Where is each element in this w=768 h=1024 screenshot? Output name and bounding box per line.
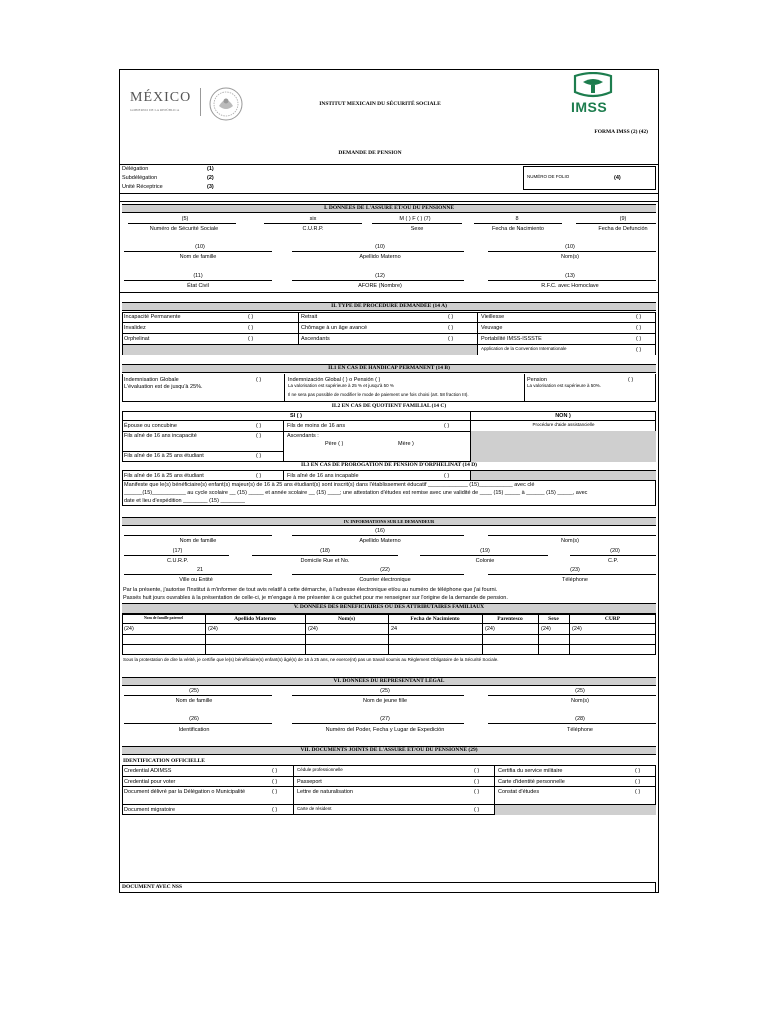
applicant-email-label: Courrier électronique	[359, 577, 411, 583]
applicant-cp-label: C.P.	[608, 558, 618, 564]
table-cell[interactable]: (24)	[124, 626, 134, 632]
valuation-over-50-note: La valorisation est supérieure à 50%.	[527, 383, 602, 388]
deathdate-value[interactable]: (9)	[619, 216, 627, 222]
orphanhood-checkbox[interactable]: ( )	[248, 336, 254, 342]
eagle-seal-icon	[208, 86, 244, 122]
delegation-ref: (1)	[207, 166, 214, 172]
table-cell[interactable]: (24)	[541, 626, 551, 632]
orphanhood-option[interactable]: Orphelinat	[124, 336, 150, 342]
section-vi-header: VI. DONNÉES DU REPRÉSENTANT LÉGAL	[122, 677, 656, 686]
old-age-unemployment-option[interactable]: Chômage à un âge avancé	[301, 325, 368, 331]
international-convention-option[interactable]: Application de la Convention Internationale	[481, 346, 567, 351]
birthdate-value[interactable]: 8	[515, 216, 519, 222]
doc-naturalization[interactable]: Lettre de naturalisation	[297, 789, 353, 795]
rfc-value[interactable]: (13)	[565, 273, 575, 279]
firstname-value[interactable]: (10)	[565, 244, 575, 250]
section-ii3-header: II.3 EN CAS DE PROROGATION DE PENSION D'ORPHELINAT (14 D)	[300, 462, 478, 468]
orphan-student-option[interactable]: Fils aîné de 16 à 25 ans étudiant	[124, 473, 204, 479]
col-header-birthdate: Fecha de Nacimiento	[410, 616, 460, 622]
portability-option[interactable]: Portabilité IMSS-ISSSTE	[481, 336, 542, 342]
doc-study-certificate-checkbox[interactable]: ( )	[635, 789, 641, 795]
doc-study-certificate[interactable]: Constat d'études	[498, 789, 540, 795]
doc-passport-checkbox[interactable]: ( )	[474, 779, 480, 785]
applicant-city-value[interactable]: 21	[196, 567, 204, 573]
table-cell[interactable]: 24	[391, 626, 398, 632]
applicant-phone-value[interactable]: (23)	[570, 567, 580, 573]
imss-eagle-icon	[571, 72, 615, 100]
afore-label: AFORE (Nombre)	[358, 283, 402, 289]
imss-logo	[568, 72, 618, 118]
doc-delegation-checkbox[interactable]: ( )	[272, 789, 278, 795]
orphan-incapable-option[interactable]: Fils aîné de 16 ans incapable	[287, 473, 359, 479]
applicant-maternal-value[interactable]: (16)	[375, 528, 385, 534]
rfc-label: R.F.C. avec Homoclave	[541, 283, 599, 289]
doc-military-service-checkbox[interactable]: ( )	[635, 768, 641, 774]
old-age-checkbox[interactable]: ( )	[636, 314, 642, 320]
father-checkbox[interactable]: Père ( )	[325, 441, 344, 447]
withdrawal-option[interactable]: Retrait	[301, 314, 318, 320]
beneficiaries-declaration: Sous la protestation de dire la vérité, je certifie que le(s) bénéficiaire(s) enfant(s) âgé(s) de 16 à 25 ans, ne exerce(nt) pas un travail soumis au Règlement Obligatoire de la Sécurité Sociale.	[123, 657, 499, 662]
deathdate-label: Fecha de Defunción	[598, 226, 648, 232]
mexico-logo	[130, 88, 250, 120]
orphan-student-checkbox[interactable]: ( )	[256, 473, 262, 479]
section-i-header: I. DONNÉES DE L'ASSURÉ ET/OU DU PENSIONNÉ	[122, 204, 656, 213]
nss-value[interactable]: (5)	[181, 216, 189, 222]
applicant-lastname-label: Nom de famille	[179, 538, 217, 544]
applicant-address-label: Domicile Rue et No.	[300, 558, 350, 564]
curp-value[interactable]: six	[309, 216, 317, 222]
student-declaration-line-1: Manifeste que le(s) bénéficiaire(s) enfant(s) majeur(s) de 16 à 25 ans étudiant(s) sont inscrit(s) dans l'établissement éducatif _____________ (15)___________ avec clé	[124, 482, 535, 488]
valuation-25-50-note: La valorisation est supérieure à 25 % et jusqu'à 50 %	[288, 383, 394, 388]
indemnity-or-pension-choice[interactable]: Indemnización Global ( ) o Pensión ( )	[288, 377, 381, 383]
doc-migratory[interactable]: Document migratoire	[124, 807, 176, 813]
lastname-label: Nom de famille	[179, 254, 217, 260]
ascendants-option[interactable]: Ascendants	[301, 336, 330, 342]
doc-military-service[interactable]: Certifia du service militaire	[498, 768, 563, 774]
applicant-maternal-label: Apellido Materno	[359, 538, 401, 544]
doc-identity-card-checkbox[interactable]: ( )	[635, 779, 641, 785]
table-cell[interactable]: (24)	[308, 626, 318, 632]
applicant-colony-label: Colonie	[475, 558, 495, 564]
doc-resident-card-checkbox[interactable]: ( )	[474, 807, 480, 813]
unit-ref: (3)	[207, 184, 214, 190]
col-header-maternal: Apellido Materno	[234, 616, 276, 622]
lastname-value[interactable]: (10)	[195, 244, 205, 250]
section-ii-header: II. TYPE DE PROCÉDURE DEMANDÉE (14 A)	[122, 302, 656, 311]
no-option[interactable]: NON )	[555, 413, 571, 419]
imss-wordmark: IMSS	[571, 99, 608, 115]
curp-label: C.U.R.P.	[302, 226, 324, 232]
subdelegation-label: Subdélégation	[122, 175, 158, 181]
spouse-option[interactable]: Épouse ou concubine	[124, 423, 177, 429]
applicant-firstname-label: Nom(s)	[560, 538, 580, 544]
section-ii1-header: II.1 EN CAS DE HANDICAP PERMANENT (14 B)	[122, 364, 656, 373]
authorization-text: Par la présente, j'autorise l'Institut à m'informer de tout avis relatif à cette démarche, à l'adresse électronique et/ou au numéro de téléphone que j'ai fourni.	[123, 587, 498, 593]
form-code: FORMA IMSS (2) (42)	[594, 129, 648, 135]
folio-ref: (4)	[614, 175, 621, 181]
col-header-lastname: Nom de famille paternel	[143, 616, 184, 620]
col-header-firstname: Nom(s)	[337, 616, 356, 622]
table-cell[interactable]: (24)	[572, 626, 582, 632]
applicant-email-value[interactable]: (22)	[380, 567, 390, 573]
pension-checkbox[interactable]: ( )	[628, 377, 634, 383]
institute-name: INSTITUT MEXICAIN DU SÉCURITÉ SOCIALE	[319, 101, 441, 107]
mexico-title: MÉXICO	[130, 90, 192, 105]
doc-voter-card-checkbox[interactable]: ( )	[272, 779, 278, 785]
rep-id-value[interactable]: (26)	[189, 716, 199, 722]
rep-lastname-value[interactable]: (25)	[189, 688, 199, 694]
unit-label: Unité Réceptrice	[122, 184, 163, 190]
rep-lastname-label: Nom de famille	[175, 698, 213, 704]
yes-option[interactable]: SI ( )	[290, 413, 302, 419]
rep-firstname-value[interactable]: (25)	[575, 688, 585, 694]
col-header-curp: CURP	[604, 616, 621, 622]
international-convention-checkbox[interactable]: ( )	[636, 347, 642, 353]
nss-label: Numéro de Sécurité Sociale	[149, 226, 219, 232]
doc-professional-id[interactable]: Cédule professionnelle	[297, 767, 343, 772]
ascendants-checkbox[interactable]: ( )	[448, 336, 454, 342]
incapacity-son-checkbox[interactable]: ( )	[256, 433, 262, 439]
applicant-colony-value[interactable]: (19)	[480, 548, 490, 554]
applicant-address-value[interactable]: (18)	[320, 548, 330, 554]
civil-status-value[interactable]: (11)	[193, 273, 203, 279]
mexico-subtitle: GOBIERNO DE LA REPÚBLICA	[130, 108, 180, 112]
minor-son-option[interactable]: Fils de moins de 16 ans	[287, 423, 346, 429]
invalidity-option[interactable]: Invalidez	[124, 325, 146, 331]
form-title: DEMANDE DE PENSION	[338, 150, 402, 156]
delegation-label: Délégation	[122, 166, 149, 172]
doc-migratory-checkbox[interactable]: ( )	[272, 807, 278, 813]
orphan-incapable-checkbox[interactable]: ( )	[444, 473, 450, 479]
applicant-curp-label: C.U.R.P.	[167, 558, 188, 564]
rep-firstname-label: Nom(s)	[570, 698, 590, 704]
applicant-city-label: Ville ou Entité	[179, 577, 213, 583]
maternal-name-value[interactable]: (10)	[375, 244, 385, 250]
student-declaration-line-2: ______(15)___________ au cycle scolaire __ (15) _____ et année scolaire __ (15) ____; une attestation d'études est remise avec une validité de ____ (15) _____ à ______ (15) _____, avec	[124, 490, 588, 496]
withdrawal-checkbox[interactable]: ( )	[448, 314, 454, 320]
doc-adimss[interactable]: Credential ADIMSS	[124, 768, 172, 774]
document-with-nss: DOCUMENT AVEC NSS	[122, 884, 183, 890]
doc-professional-id-checkbox[interactable]: ( )	[474, 768, 480, 774]
section-v-header: V. DONNÉES DES BÉNÉFICIAIRES OU DES ATTRIBUTAIRES FAMILIAUX	[122, 603, 656, 614]
applicant-phone-label: Téléphone	[562, 577, 588, 583]
doc-naturalization-checkbox[interactable]: ( )	[474, 789, 480, 795]
portability-checkbox[interactable]: ( )	[636, 336, 642, 342]
spouse-checkbox[interactable]: ( )	[256, 423, 262, 429]
widowhood-checkbox[interactable]: ( )	[636, 325, 642, 331]
doc-delegation[interactable]: Document délivré par la Délégation o Municipalité	[124, 789, 246, 795]
rep-power-label: Numéro del Poder, Fecha y Lugar de Expedición	[325, 727, 445, 733]
widowhood-option[interactable]: Veuvage	[481, 325, 503, 331]
student-son-checkbox[interactable]: ( )	[256, 453, 262, 459]
afore-value[interactable]: (12)	[375, 273, 385, 279]
doc-identity-card[interactable]: Carte d'identité personnelle	[498, 779, 565, 785]
old-age-unemployment-checkbox[interactable]: ( )	[448, 325, 454, 331]
applicant-cp-value[interactable]: (20)	[610, 548, 620, 554]
incapacity-son-option[interactable]: Fils aîné de 16 ans incapacité	[124, 433, 197, 439]
doc-voter-card[interactable]: Credential pour voter	[124, 779, 176, 785]
rep-phone-label: Téléphone	[567, 727, 593, 733]
pension-label: Pension	[527, 377, 547, 383]
sex-label: Sexe	[410, 226, 424, 232]
doc-resident-card[interactable]: Carte de résident	[297, 806, 332, 811]
rep-maiden-label: Nom de jeune fille	[362, 698, 408, 704]
old-age-option[interactable]: Vieillesse	[481, 314, 505, 320]
table-cell[interactable]: (24)	[208, 626, 218, 632]
section-vii-header: VII. DOCUMENTS JOINTS DE L'ASSURÉ ET/OU DU PENSIONNÉ (29)	[122, 746, 656, 755]
incapacity-checkbox[interactable]: ( )	[248, 314, 254, 320]
invalidity-checkbox[interactable]: ( )	[248, 325, 254, 331]
maternal-name-label: Apellido Materno	[359, 254, 401, 260]
birthdate-label: Fecha de Nacimiento	[492, 226, 544, 232]
civil-status-label: État Civil	[187, 283, 209, 289]
doc-passport[interactable]: Passeport	[297, 779, 322, 785]
applicant-curp-value[interactable]: (17)	[172, 548, 183, 554]
rep-phone-value[interactable]: (28)	[575, 716, 585, 722]
student-son-option[interactable]: Fils aîné de 16 à 25 ans étudiant	[124, 453, 204, 459]
section-ii2-header: II.2 EN CAS DE QUOTIENT FAMILIAL (14 C)	[331, 403, 447, 409]
assistance-procedure-label: Procédure d'aide assistancielle	[532, 422, 595, 427]
global-indemnity-checkbox[interactable]: ( )	[256, 377, 262, 383]
student-declaration-line-3: date et lieu d'expédition ________ (15) ________	[124, 498, 245, 504]
payment-mode-note: Il ne sera pas possible de modifier le mode de paiement une fois choisi (art. 58 fraction III).	[288, 392, 469, 397]
sex-value[interactable]: M ( ) F ( ) (7)	[399, 216, 431, 222]
global-indemnity-label: Indemnisation Globale	[124, 377, 179, 383]
section-iv-header: IV. INFORMATIONS SUR LE DEMANDEUR	[122, 517, 656, 526]
footer-box	[119, 882, 656, 893]
col-header-sex: Sexe	[548, 616, 559, 622]
firstname-label: Nom(s)	[560, 254, 580, 260]
col-header-relationship: Parentesco	[497, 616, 523, 622]
follow-up-text: Passés huit jours ouvrables à la présentation de celle-ci, je m'engage à me présenter à ce guichet pour me renseigner sur l'origine de la demande de pension.	[123, 595, 508, 601]
table-cell[interactable]: (24)	[485, 626, 495, 632]
rep-maiden-value[interactable]: (25)	[380, 688, 390, 694]
incapacity-option[interactable]: Incapacité Permanente	[124, 314, 181, 320]
folio-label: NUMÉRO DE FOLIO	[527, 174, 570, 179]
rep-id-label: Identification	[178, 727, 210, 733]
mother-checkbox[interactable]: Mère )	[398, 441, 414, 447]
rep-power-value[interactable]: (27)	[380, 716, 390, 722]
official-id-heading: IDENTIFICATION OFFICIELLE	[123, 758, 205, 764]
subdelegation-ref: (2)	[207, 175, 214, 181]
minor-son-checkbox[interactable]: ( )	[444, 423, 450, 429]
global-indemnity-note: L'évaluation est de jusqu'à 25%.	[124, 384, 203, 390]
ascendants-label: Ascendants :	[287, 433, 319, 439]
doc-adimss-checkbox[interactable]: ( )	[272, 768, 278, 774]
